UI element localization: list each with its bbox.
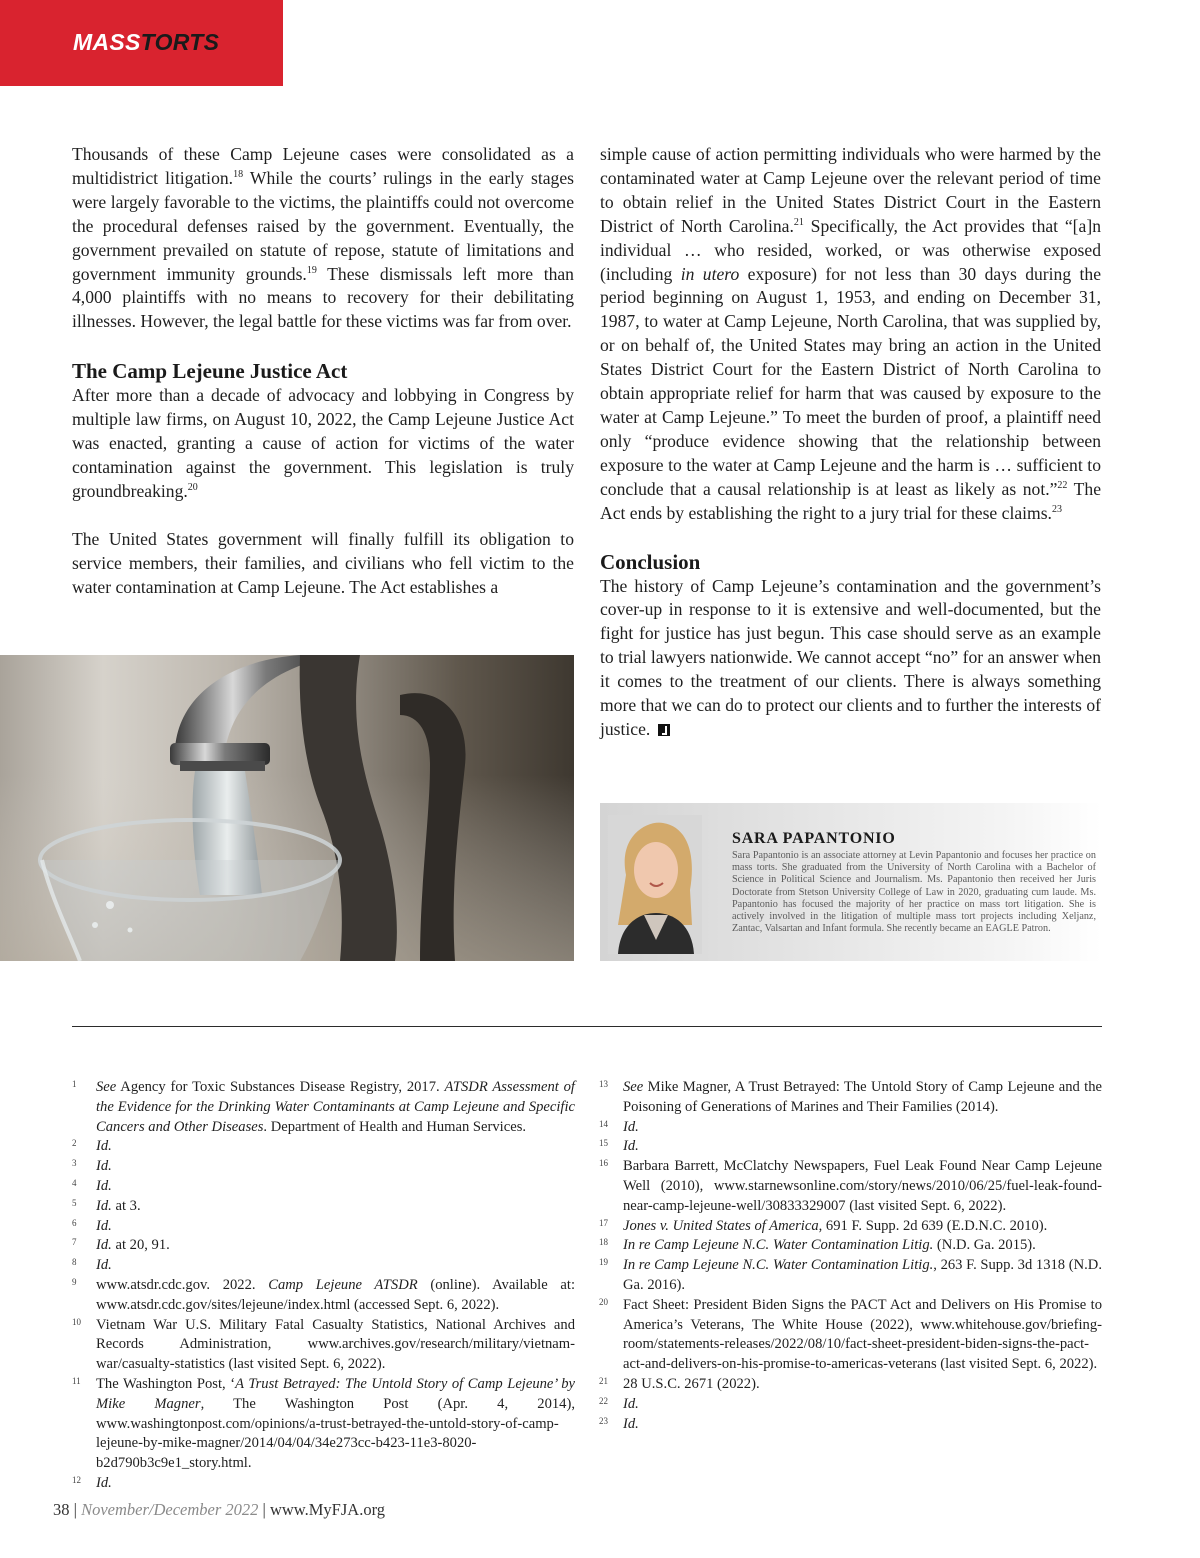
footnote: 9 www.atsdr.cdc.gov. 2022. Camp Lejeune ATSDR (online). Available at: www.atsdr.cdc.gov/sites/lejeune/index.html (accessed Sept. 6, 2022). — [72, 1276, 575, 1316]
footnote-number: 1 — [72, 1079, 77, 1089]
footnote: 15 Id. — [599, 1137, 1102, 1157]
footnote: 7 Id. at 20, 91. — [72, 1236, 575, 1256]
footnote-number: 12 — [72, 1474, 81, 1485]
issue-date: November/December 2022 — [81, 1500, 259, 1519]
footnote: 10 Vietnam War U.S. Military Fatal Casualty Statistics, National Archives and Records Administration, www.archives.gov/research/military/vietnam-war/casualty-statistics (last visited Sept. 6, 2022). — [72, 1316, 575, 1375]
author-headshot — [608, 815, 702, 954]
footnote: 4 Id. — [72, 1177, 575, 1197]
footnote-number: 14 — [599, 1118, 608, 1129]
footnote-number: 17 — [599, 1217, 608, 1228]
section-heading: The Camp Lejeune Justice Act — [72, 359, 348, 384]
article-column-right — [600, 143, 1101, 742]
footnote-number: 11 — [72, 1375, 81, 1386]
footnote-number: 6 — [72, 1217, 77, 1228]
footnote-number: 23 — [599, 1415, 608, 1426]
footnote: 21 28 U.S.C. 2671 (2022). — [599, 1375, 1102, 1395]
section-heading: Conclusion — [600, 549, 701, 574]
footnote: 20 Fact Sheet: President Biden Signs the PACT Act and Delivers on His Promise to America’s Veterans, The White House (2022), www.whitehouse.gov/briefing-room/statements-releases/2022/08/10/fact-sheet-president-biden-signs-the-pact-act-and-delivers-on-his-promise-to-americas-veterans (last visited Sept. 6, 2022). — [599, 1296, 1102, 1375]
footnote-number: 8 — [72, 1257, 77, 1268]
article-column-left — [72, 143, 574, 600]
footnote: 1 See Agency for Toxic Substances Disease Registry, 2017. ATSDR Assessment of the Evidence for the Drinking Water Contaminants at Camp Lejeune and Specific Cancers and Other Diseases. Department of Health and Human Services. — [72, 1078, 575, 1137]
footnote-number: 19 — [599, 1257, 608, 1268]
footnote: 6 Id. — [72, 1217, 575, 1237]
paragraph: simple cause of action permitting individuals who were harmed by the contaminated water at Camp Lejeune over the relevant period of time to obtain relief in the United States District Court in the Eastern District of North Carolina.$^{21}$ Specifically, the Act provides that “[a]n individual … who resided, worked, or was otherwise exposed (including in utero exposure) for not less than 30 days during the period beginning on August 1, 1953, and ending on December 31, 1987, to water at Camp Lejeune, North Carolina, that was supplied by, or on behalf of, the United States may bring an action in the United States District Court for the Eastern District of North Carolina to obtain appropriate relief for harm that was caused by exposure to the water at Camp Lejeune.” To meet the burden of proof, a plaintiff need only “produce evidence showing that the relationship between exposure to the water at Camp Lejeune and the harm is … sufficient to conclude that a causal relationship is at least as likely as not.”$^{22}$ The Act ends by establishing the right to a jury trial for these claims.$^{23}$ — [600, 144, 1102, 523]
footnote: 17 Jones v. United States of America, 691 F. Supp. 2d 639 (E.D.N.C. 2010). — [599, 1217, 1102, 1237]
footnote-number: 21 — [599, 1375, 608, 1386]
footnote-number: 5 — [72, 1197, 77, 1208]
paragraph: Thousands of these Camp Lejeune cases were consolidated as a multidistrict litigation.$^{18}$ While the courts’ rulings in the early stages were largely favorable to the victims, the plaintiffs could not overcome the procedural defenses raised by the government. Eventually, the government prevailed on statute of repose, statute of limitations and government immunity grounds.$^{19}$ These dismissals left more than 4,000 plaintiffs with no means to recovery for their debilitating illnesses. However, the legal battle for these victims was far from over. — [72, 144, 574, 332]
footnote-number: 22 — [599, 1395, 608, 1406]
footnote-number: 13 — [599, 1079, 608, 1089]
footnote-number: 4 — [72, 1177, 77, 1188]
author-name: SARA PAPANTONIO — [732, 830, 896, 847]
footnote: 12 Id. — [72, 1474, 575, 1494]
footnote: 14 Id. — [599, 1118, 1102, 1138]
paragraph: The United States government will finally fulfill its obligation to service members, their families, and civilians who fell victim to the water contamination at Camp Lejeune. The Act establishes a — [72, 528, 574, 597]
section-banner — [0, 0, 283, 86]
footnote: 8 Id. — [72, 1256, 575, 1276]
footnote-number: 15 — [599, 1138, 608, 1149]
footnote-number: 7 — [72, 1237, 77, 1248]
footnote: 3 Id. — [72, 1157, 575, 1177]
paragraph: The history of Camp Lejeune’s contamination and the government’s cover-up in response to it is extensive and well-documented, but the fight for justice has just begun. This case should serve as an example to trial lawyers nationwide. We cannot accept “no” for an answer when it comes to the treatment of our clients. There is always something more that we can do to protect our clients and to further the interests of justice. — [600, 575, 1101, 739]
footnote-number: 10 — [72, 1316, 81, 1327]
footnote-divider — [72, 1026, 1102, 1027]
footnote-number: 2 — [72, 1138, 77, 1149]
footnote-number: 20 — [599, 1296, 608, 1307]
footnote-number: 3 — [72, 1158, 77, 1169]
footnote: 18 In re Camp Lejeune N.C. Water Contamination Litig. (N.D. Ga. 2015). — [599, 1236, 1102, 1256]
footnote-number: 9 — [72, 1276, 77, 1287]
faucet-water-photo — [0, 655, 574, 961]
footnote-number: 16 — [599, 1158, 608, 1169]
footnote: 2 Id. — [72, 1137, 575, 1157]
section-label: MASSTORTS — [73, 29, 220, 55]
footnote: 13 See Mike Magner, A Trust Betrayed: The Untold Story of Camp Lejeune and the Poisoning of Generations of Marines and Their Families (2014). — [599, 1078, 1102, 1118]
site-url: www.MyFJA.org — [269, 1500, 386, 1519]
footnote-number: 18 — [599, 1237, 608, 1248]
end-mark-icon — [658, 724, 670, 736]
footnotes-right — [599, 1078, 1102, 1434]
footnote: 22 Id. — [599, 1395, 1102, 1415]
footnotes-left — [72, 1078, 575, 1494]
footnote: 5 Id. at 3. — [72, 1197, 575, 1217]
author-bio-box — [600, 803, 1102, 961]
paragraph: After more than a decade of advocacy and lobbying in Congress by multiple law firms, on August 10, 2022, the Camp Lejeune Justice Act was enacted, granting a cause of action for victims of the water contamination against the government. This legislation is truly groundbreaking.$^{20}$ — [72, 385, 574, 501]
footnote: 23 Id. — [599, 1415, 1102, 1435]
footnote: 16 Barbara Barrett, McClatchy Newspapers, Fuel Leak Found Near Camp Lejeune Well (2010), www.starnewsonline.com/story/news/2010/06/25/fuel-leak-found-near-camp-lejeune-well/30833329007 (last visited Sept. 6, 2022). — [599, 1157, 1102, 1216]
footnote: 11 The Washington Post, ‘A Trust Betrayed: The Untold Story of Camp Lejeune’ by Mike Magner, The Washington Post (Apr. 4, 2014), www.washingtonpost.com/opinions/a-trust-betrayed-the-untold-story-of-camp-lejeune-by-mike-magner/2014/04/04/34e273cc-b423-11e3-8020-b2d790b3c9e1_story.html. — [72, 1375, 575, 1474]
page-number: 38 — [53, 1500, 70, 1519]
footnote: 19 In re Camp Lejeune N.C. Water Contamination Litig., 263 F. Supp. 3d 1318 (N.D. Ga. 2016). — [599, 1256, 1102, 1296]
page-footer: 38 | November/December 2022 | www.MyFJA.org — [53, 1500, 386, 1519]
author-bio-text: Sara Papantonio is an associate attorney at Levin Papantonio and focuses her practice on mass torts. She graduated from the University of North Carolina with a Bachelor of Science in Political Science and Journalism. Ms. Papantonio then received her Juris Doctorate from Stetson University College of Law in 2020, graduating cum laude. Ms. Papantonio has focused the majority of her practice on mass tort litigation. She is actively involved in the litigation of multiple mass tort projects including Xeljanz, Zantac, Valsartan and Infant formula. She recently became an EAGLE Patron. — [732, 850, 1096, 935]
